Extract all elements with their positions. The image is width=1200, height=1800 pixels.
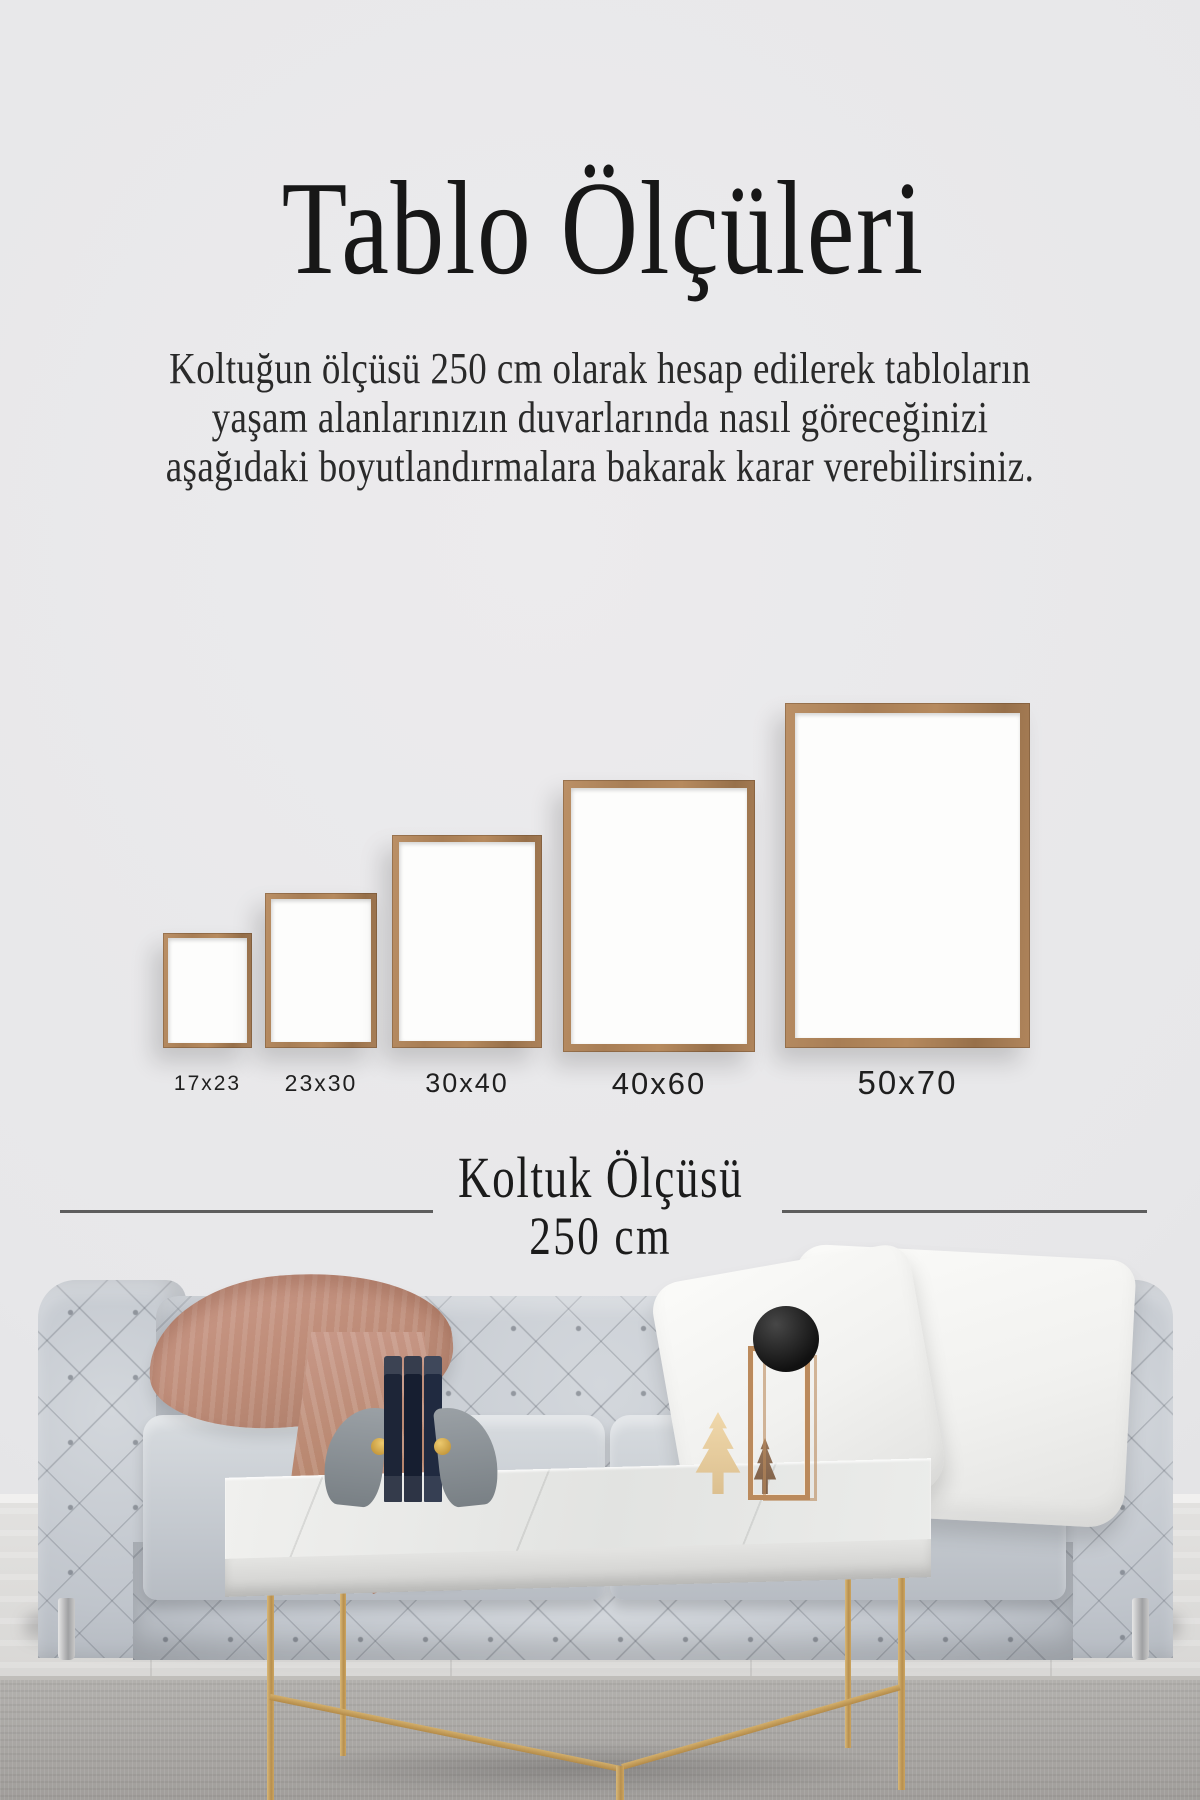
description-paragraph bbox=[96, 344, 1104, 491]
table-leg-back-right bbox=[845, 1552, 851, 1748]
frame-40x60 bbox=[563, 780, 755, 1052]
sofa-leg-right bbox=[1132, 1598, 1149, 1660]
black-sphere-ornament bbox=[753, 1306, 819, 1372]
description-line-1: Koltuğun ölçüsü 250 cm olarak hesap edilerek tabloların bbox=[169, 344, 1031, 393]
frame-30x40 bbox=[392, 835, 542, 1048]
frame-23x30 bbox=[265, 893, 377, 1048]
frame-size-label-23x30: 23x30 bbox=[284, 1070, 358, 1096]
frame-30x40-mat bbox=[399, 842, 535, 1041]
page-title: Tablo Ölçüleri bbox=[281, 154, 925, 302]
frame-50x70-mat bbox=[795, 713, 1020, 1038]
frame-17x23-mat bbox=[168, 938, 247, 1043]
description-line-2: yaşam alanlarınızın duvarlarında nasıl göreceğinizi bbox=[211, 393, 989, 442]
table-brace-center bbox=[616, 1766, 624, 1800]
whale-bookend-right bbox=[438, 1406, 496, 1506]
book-spine bbox=[404, 1356, 422, 1502]
frame-size-label-40x60: 40x60 bbox=[611, 1066, 707, 1101]
frame-23x30-mat bbox=[271, 899, 371, 1042]
description-line-3: aşağıdaki boyutlandırmalara bakarak karar verebilirsiniz. bbox=[165, 442, 1035, 491]
frame-size-label-17x23: 17x23 bbox=[173, 1072, 242, 1095]
frame-size-label-50x70: 50x70 bbox=[857, 1064, 958, 1101]
frame-size-label-30x40: 30x40 bbox=[425, 1068, 509, 1098]
sofa-measurement bbox=[0, 1145, 1200, 1266]
sofa-leg-left bbox=[58, 1598, 75, 1660]
table-leg-front-left bbox=[267, 1582, 274, 1800]
whale-bookend-left bbox=[326, 1406, 384, 1506]
sofa-measurement-value: 250 cm bbox=[529, 1206, 672, 1266]
frame-50x70 bbox=[785, 703, 1030, 1048]
sofa-measurement-label: Koltuk Ölçüsü bbox=[457, 1145, 744, 1210]
frame-40x60-mat bbox=[571, 788, 747, 1044]
frame-17x23 bbox=[163, 933, 252, 1048]
book-spine bbox=[384, 1356, 402, 1502]
table-floor-shadow bbox=[235, 1740, 925, 1798]
